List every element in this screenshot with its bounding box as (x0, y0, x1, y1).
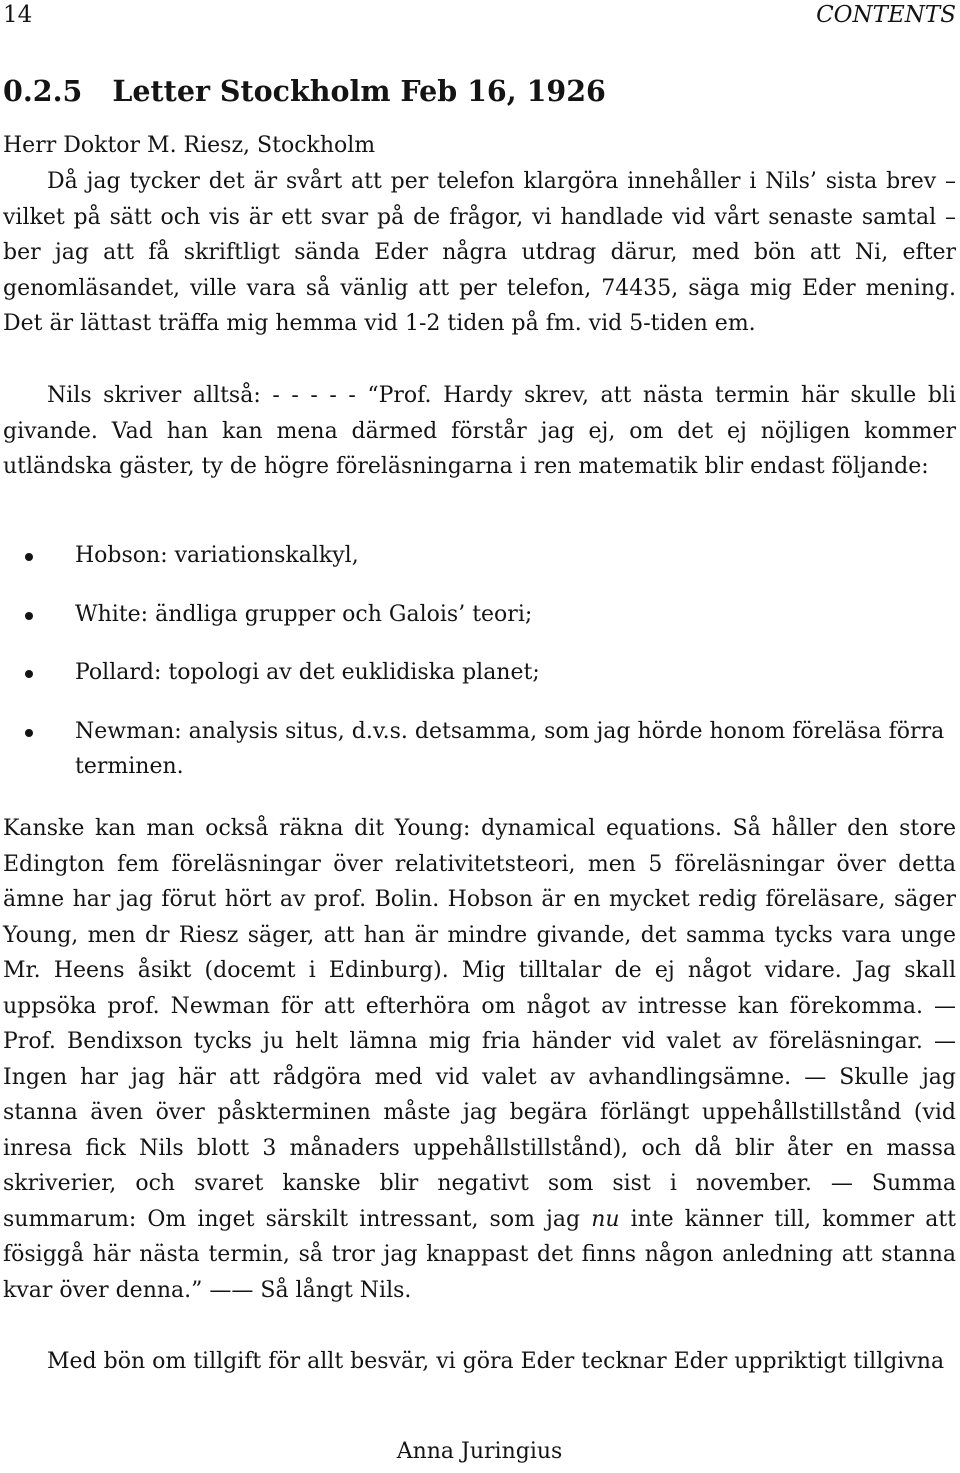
list-item-text: Hobson: variationskalkyl, (75, 543, 359, 568)
running-title: CONTENTS (816, 2, 956, 28)
lecture-list (3, 538, 956, 808)
section-heading (3, 72, 606, 110)
continuation-text-end: inte känner till, kommer att fösiggå här nästa termin, så tror jag knappast det finns någon anledning att stanna kvar över denna.” —— Så långt Nils. (3, 1206, 957, 1303)
emphasis-nu: nu (591, 1206, 620, 1232)
paragraph-1: Då jag tycker det är svårt att per telefon klargöra innehåller i Nils’ sista brev – vilket på sätt och vis är ett svar på de frågor, vi handlade vid vårt senaste samtal – ber jag att få skriftligt sända Eder några utdrag därur, med bön att Ni, efter genomläsandet, ville vara så vänlig att per telefon, 74435, säga mig Eder mening. Det är lättast träffa mig hemma vid 1-2 tiden på fm. vid 5-tiden em. (3, 169, 956, 336)
list-item-text: Pollard: topologi av det euklidiska planet; (75, 660, 540, 685)
continuation-paragraph (3, 811, 956, 1308)
signature: Anna Juringius (396, 1439, 563, 1464)
closing-paragraph: Med bön om tillgift för allt besvär, vi göra Eder tecknar Eder uppriktigt tillgivna (47, 1349, 945, 1374)
paragraph-2: Nils skriver alltså: - - - - - “Prof. Hardy skrev, att nästa termin här skulle bli givande. Vad han kan mena därmed förstår jag ej, om det ej nöjligen kommer utländska gäster, ty de högre föreläsningarna i ren matematik blir endast följande: (3, 383, 956, 479)
page-number: 14 (3, 2, 33, 28)
list-item-text: White: ändliga grupper och Galois’ teori; (75, 601, 533, 627)
list-item (3, 655, 956, 691)
bullet-icon (25, 729, 33, 737)
list-item (3, 538, 956, 574)
bullet-icon (25, 670, 33, 678)
list-item (3, 714, 956, 785)
bullet-icon (25, 553, 33, 561)
bullet-icon (25, 612, 33, 620)
salutation: Herr Doktor M. Riesz, Stockholm (3, 133, 376, 158)
continuation-text: Kanske kan man också räkna dit Young: dynamical equations. Så håller den store Edington fem föreläsningar över relativitetsteori, men 5 föreläsningar över detta ämne har jag förut hört av prof. Bolin. Hobson är en mycket redig föreläsare, säger Young, men dr Riesz säger, att han är mindre givande, det samma tycks vara unge Mr. Heens åsikt (docemt i Edinburg). Mig tilltalar de ej något vidare. Jag skall uppsöka prof. Newman för att efterhöra om något av intresse kan förekomma. — Prof. Bendixson tycks ju helt lämna mig fria händer vid valet av föreläsningar. — Ingen har jag här att rådgöra med vid valet av avhandlingsämne. — Skulle jag stanna även över påskterminen måste jag begära förlängt uppehållstillstånd (vid inresa fick Nils blott 3 månaders uppehållstillstånd), och då blir åter en massa skriverier, och svaret kanske blir negativt som sist i november. — Summa summarum: Om inget särskilt intressant, som jag (3, 816, 956, 1232)
list-item-text: Newman: analysis situs, d.v.s. detsamma, som jag hörde honom föreläsa förra terminen. (75, 718, 945, 779)
section-number: 0.2.5 (3, 74, 83, 108)
list-item (3, 597, 956, 633)
document-page (3, 0, 956, 1473)
section-title: Letter Stockholm Feb 16, 1926 (112, 74, 606, 108)
running-header (3, 0, 956, 30)
